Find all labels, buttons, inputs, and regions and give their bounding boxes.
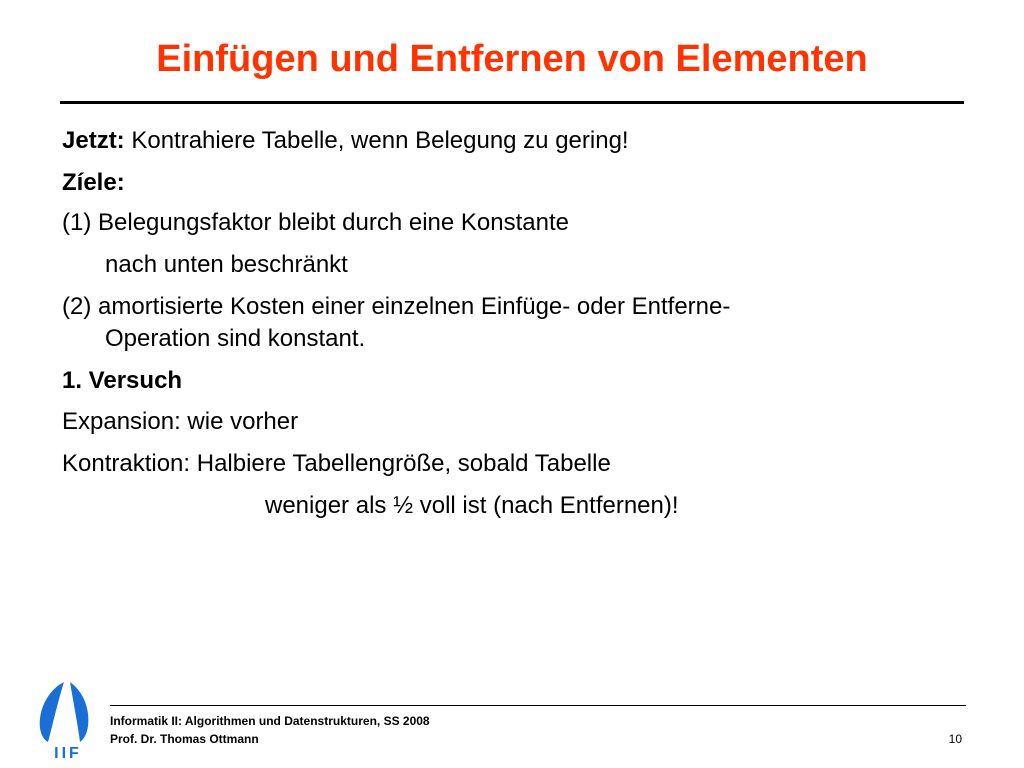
- goal-2: (2) amortisierte Kosten einer einzelnen Einfüge- oder Entferne-: [62, 293, 731, 320]
- jetzt-label: Jetzt:: [62, 127, 125, 154]
- attempt-heading: 1. Versuch: [62, 367, 183, 394]
- footer-course: Informatik II: Algorithmen und Datenstrukturen, SS 2008: [110, 714, 430, 728]
- iif-logo: [26, 680, 106, 760]
- footer-divider: [110, 705, 966, 706]
- contraction-continued: weniger als ½ voll ist (nach Entfernen)!: [265, 492, 679, 519]
- jetzt-text: Kontrahiere Tabelle, wenn Belegung zu gering!: [124, 127, 629, 154]
- expansion-line: Expansion: wie vorher: [62, 408, 299, 435]
- page-number: 10: [948, 732, 962, 746]
- contraction-line: Kontraktion: Halbiere Tabellengröße, sobald Tabelle: [62, 450, 611, 477]
- line-jetzt: [62, 126, 962, 156]
- title-divider: [60, 101, 964, 104]
- goals-heading: Zíele:: [62, 169, 125, 196]
- goal-1: (1) Belegungsfaktor bleibt durch eine Konstante: [62, 209, 569, 236]
- goal-2-continued: Operation sind konstant.: [105, 325, 366, 352]
- logo-text: IIF: [54, 745, 82, 760]
- slide-title: Einfügen und Entfernen von Elementen: [156, 38, 868, 80]
- goal-1-continued: nach unten beschränkt: [105, 251, 348, 278]
- footer-author: Prof. Dr. Thomas Ottmann: [110, 732, 259, 746]
